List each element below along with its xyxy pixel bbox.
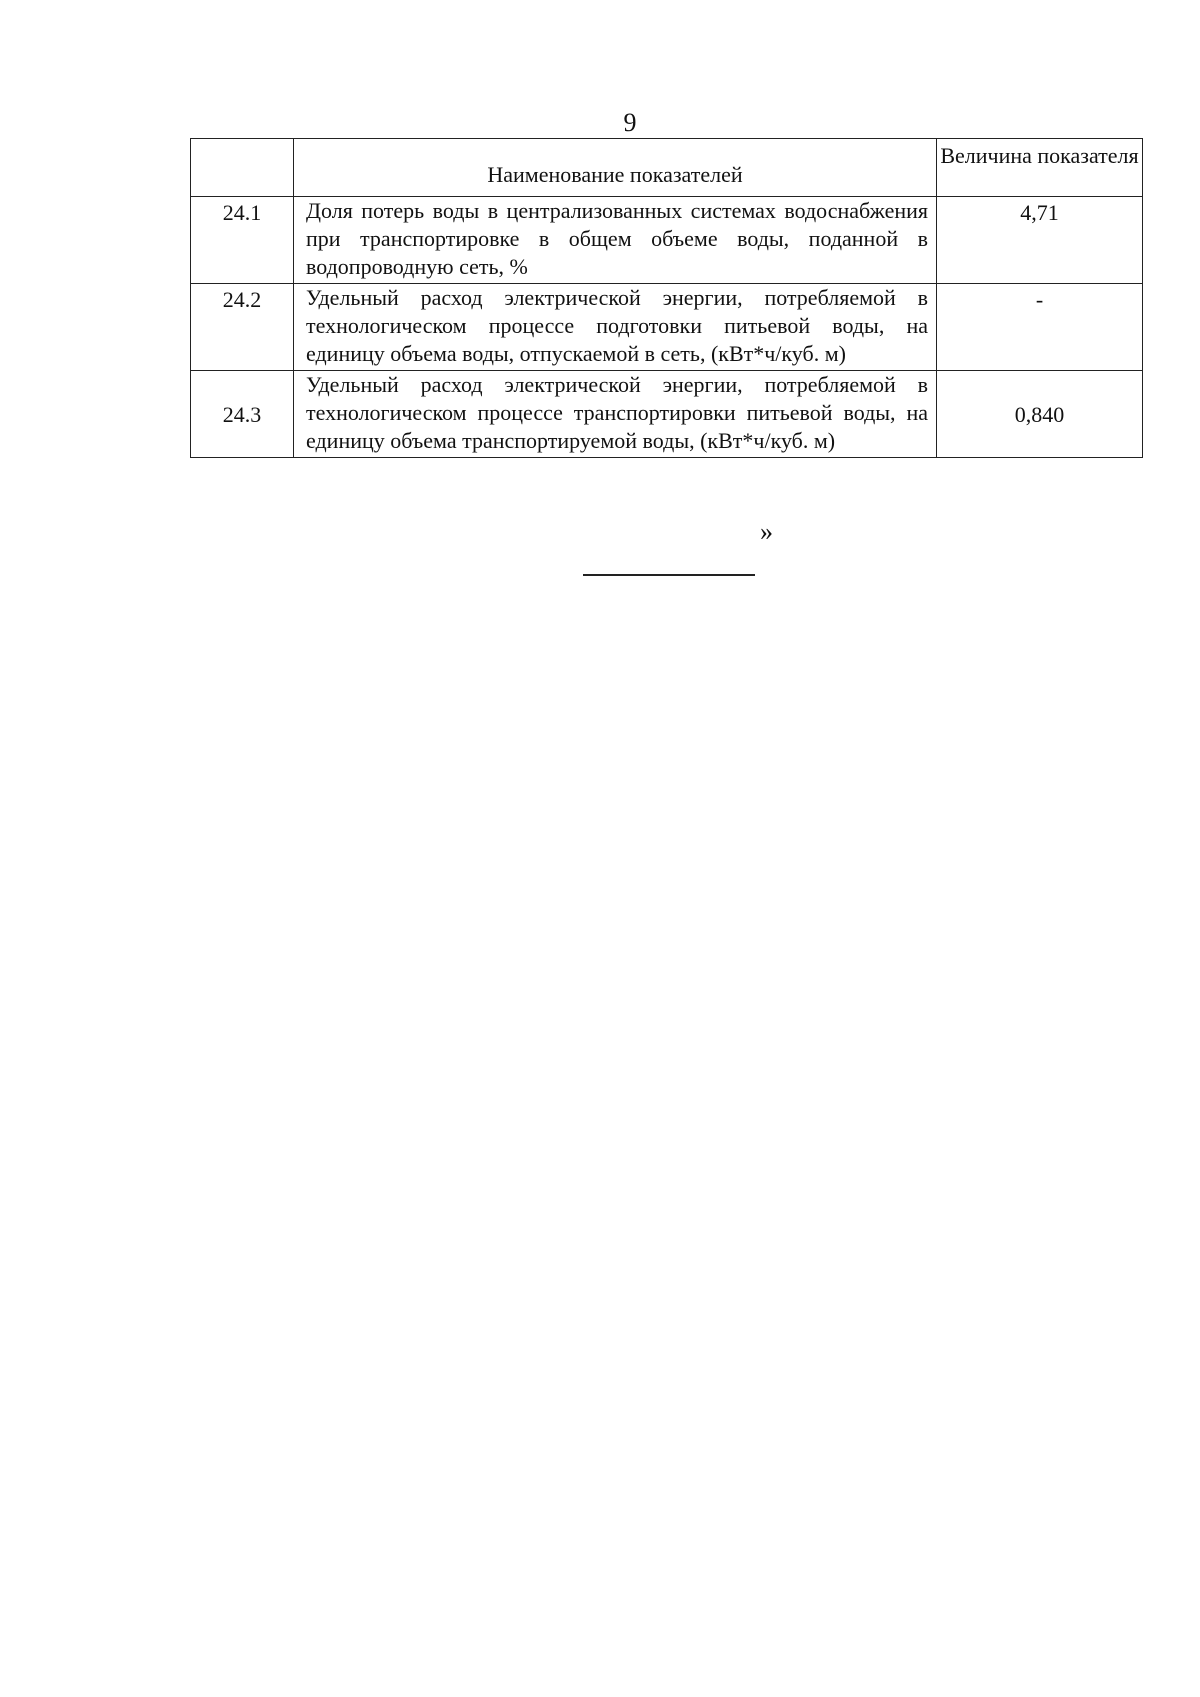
row-name-cell: Удельный расход электрической энергии, потребляемой в технологическом процессе транспортировки питьевой воды, на единицу объема транспортируемой воды, (кВт*ч/куб. м) — [294, 371, 937, 458]
table-row — [191, 371, 1143, 458]
row-name-cell: Доля потерь воды в централизованных системах водоснабжения при транспортировке в общем объеме воды, поданной в водопроводную сеть, % — [294, 197, 937, 284]
page-number: 9 — [623, 108, 637, 137]
row-value-cell: - — [937, 284, 1143, 371]
row-number-cell: 24.3 — [191, 371, 294, 458]
row-number-cell: 24.1 — [191, 197, 294, 284]
row-value-cell: 4,71 — [937, 197, 1143, 284]
header-name-cell: Наименование показателей — [294, 139, 937, 197]
indicators-table — [190, 138, 1143, 458]
header-number-cell — [191, 139, 294, 197]
end-divider-line — [583, 574, 755, 576]
table-row — [191, 284, 1143, 371]
header-value-cell: Величина показателя — [937, 139, 1143, 197]
row-value-cell: 0,840 — [937, 371, 1143, 458]
table-header-row — [191, 139, 1143, 197]
table-row — [191, 197, 1143, 284]
row-name-cell: Удельный расход электрической энергии, потребляемой в технологическом процессе подготовки питьевой воды, на единицу объема воды, отпускаемой в сеть, (кВт*ч/куб. м) — [294, 284, 937, 371]
closing-quote-mark: » — [760, 517, 773, 546]
row-number-cell: 24.2 — [191, 284, 294, 371]
